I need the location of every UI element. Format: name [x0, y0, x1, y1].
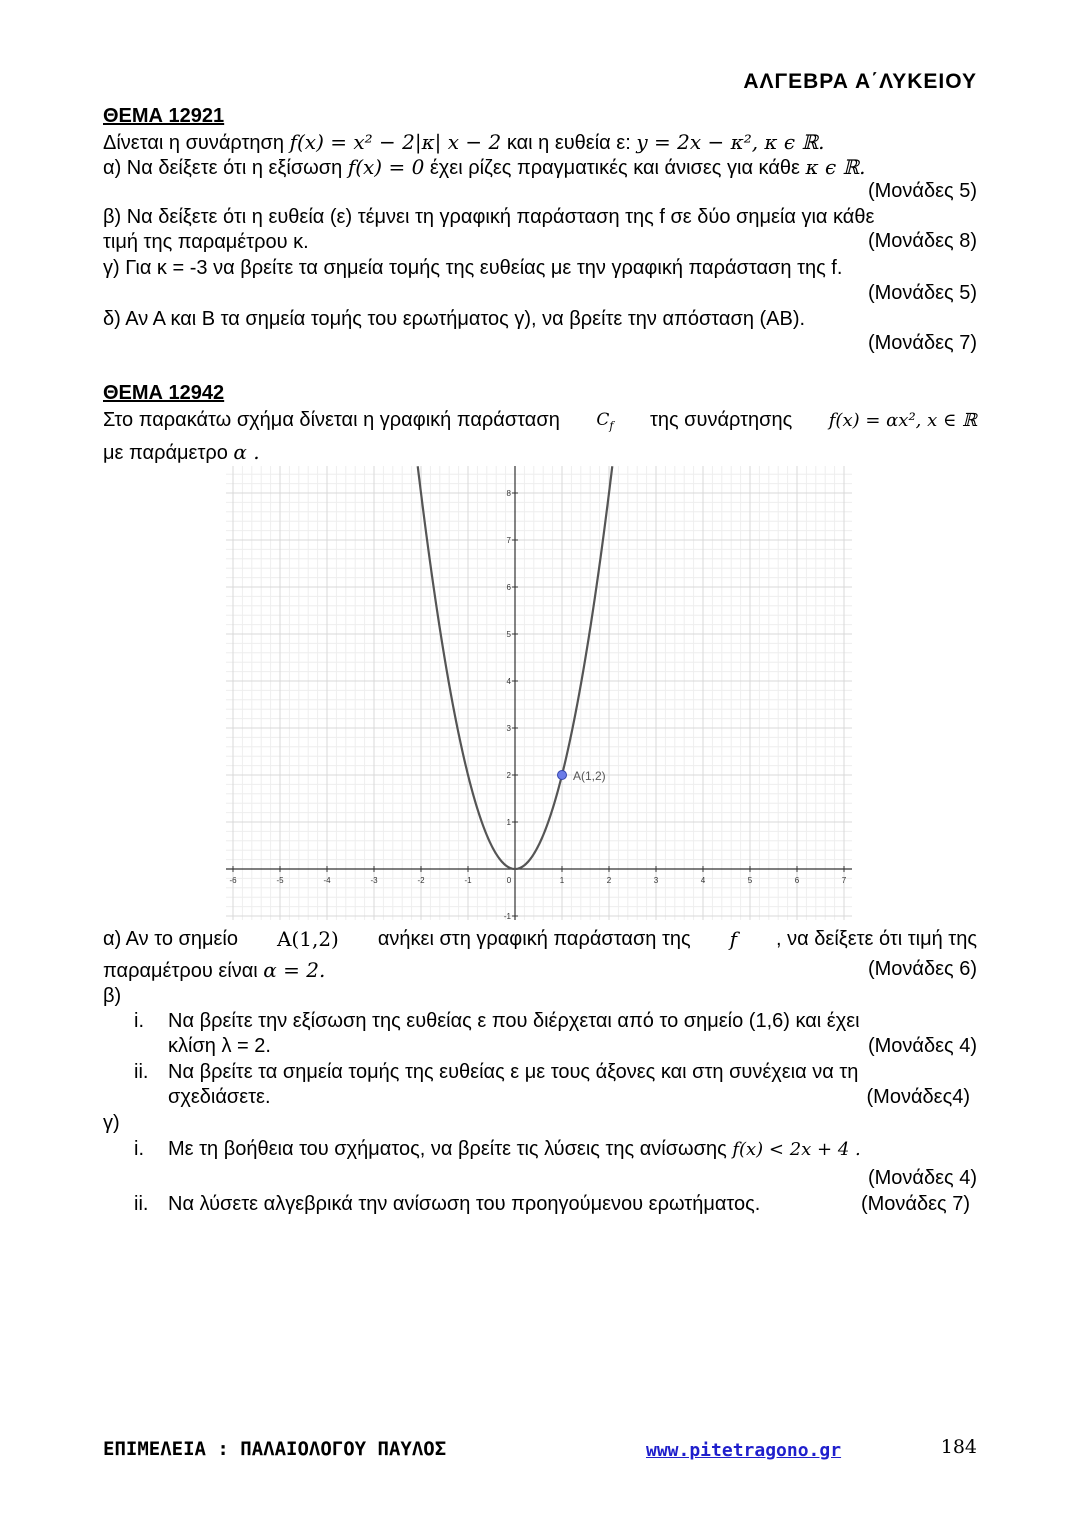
t2-intro-text: Στο παρακάτω σχήμα δίνεται η γραφική παράσταση: [103, 409, 560, 431]
q2a-f: f: [729, 927, 738, 951]
q1c-marks: (Μονάδες 5): [867, 282, 977, 304]
topic-1-title: ΘΕΜΑ 12921: [103, 105, 225, 127]
q1d-marks: (Μονάδες 7): [867, 332, 977, 354]
page-number: 184: [940, 1436, 977, 1458]
q2c-ii-marks: (Μονάδες 7): [860, 1193, 970, 1215]
intro-text: Δίνεται η συνάρτηση: [103, 132, 285, 154]
q2a-point: Α(1,2): [276, 927, 339, 951]
q2c-i-inequality: f(x) < 2x + 4 .: [732, 1139, 861, 1160]
q2a-value: α = 2.: [263, 958, 326, 982]
x-tick-label: 1: [559, 876, 565, 885]
point-a-marker: [558, 771, 567, 780]
y-tick-label: 8: [506, 489, 511, 498]
q1b-line-2: τιμή της παραμέτρου κ.: [103, 231, 309, 253]
intro-text-2: και η ευθεία ε:: [506, 132, 631, 154]
topic-1-intro: [103, 130, 977, 156]
q2b-ii-marks: (Μονάδες4): [866, 1086, 970, 1108]
x-tick-label: -5: [276, 876, 284, 885]
footer-editor: ΕΠΙΜΕΛΕΙΑ : ΠΑΛΑΙΟΛΟΓΟΥ ΠΑΥΛΟΣ: [103, 1438, 447, 1460]
q2a-line-1: [103, 927, 977, 952]
x-tick-label: -4: [323, 876, 331, 885]
q1c-line: γ) Για κ = -3 να βρείτε τα σημεία τομής της ευθείας με την γραφική παράσταση της f.: [103, 257, 843, 279]
x-tick-label: 3: [653, 876, 659, 885]
y-tick-label: 1: [506, 818, 511, 827]
q2c-label: γ): [103, 1112, 120, 1134]
q2c-i-text: Με τη βοήθεια του σχήματος, να βρείτε τις λύσεις της ανίσωσης: [168, 1138, 727, 1160]
question-1a: [103, 155, 977, 181]
x-tick-label: -3: [370, 876, 378, 885]
grid-minor: [226, 466, 852, 920]
q2b-i-marks: (Μονάδες 4): [867, 1035, 977, 1057]
topic-2-title: ΘΕΜΑ 12942: [103, 382, 225, 404]
y-tick-label: 5: [506, 630, 511, 639]
intro-function: f(x) = x² − 2|κ| x − 2: [289, 130, 502, 154]
q2b-i-line-1: Να βρείτε την εξίσωση της ευθείας ε που διέρχεται από το σημείο (1,6) και έχει: [168, 1010, 860, 1032]
q2b-label: β): [103, 985, 122, 1007]
grid-major: [226, 466, 852, 920]
t2-function: f(x) = αx², x ∈ ℝ: [828, 410, 977, 431]
y-tick-label: 3: [506, 724, 511, 733]
point-a-label: A(1,2): [573, 769, 606, 783]
x-tick-label: 7: [841, 876, 847, 885]
q2a-text: α) Αν το σημείο: [103, 928, 238, 950]
topic-2-intro-line-2: [103, 440, 977, 466]
topic-2-intro: [103, 408, 977, 438]
x-tick-label: -2: [417, 876, 425, 885]
y-tick-label: -1: [503, 912, 511, 920]
q1a-marks: (Μονάδες 5): [867, 180, 977, 202]
q2c-i-line: [168, 1137, 861, 1162]
t2-cf-letter: C: [596, 410, 610, 430]
y-tick-label: 2: [506, 771, 511, 780]
q1a-set: κ ϵ ℝ.: [805, 155, 866, 179]
y-tick-label: 6: [506, 583, 511, 592]
x-tick-label: -1: [464, 876, 472, 885]
axes: [226, 466, 852, 920]
q2b-i-num: i.: [134, 1010, 144, 1032]
t2-intro-line2-text: με παράμετρο: [103, 442, 228, 464]
t2-param: α .: [233, 440, 260, 464]
q1a-text: α) Να δείξετε ότι η εξίσωση: [103, 157, 343, 179]
q1b-line-1: β) Να δείξετε ότι η ευθεία (ε) τέμνει τη γραφική παράσταση της f σε δύο σημεία για κάθε: [103, 206, 875, 228]
q2a-text-3: , να δείξετε ότι τιμή της: [776, 928, 977, 950]
q1a-equation: f(x) = 0: [347, 155, 425, 179]
q2b-ii-num: ii.: [134, 1061, 149, 1083]
y-tick-label: 4: [506, 677, 511, 686]
x-tick-label: 5: [747, 876, 753, 885]
q2a-line2-text: παραμέτρου είναι: [103, 960, 258, 982]
intro-line-equation: y = 2x − κ², κ ϵ ℝ.: [636, 130, 825, 154]
t2-cf-sub: f: [609, 419, 614, 433]
x-tick-label: 4: [700, 876, 706, 885]
q2a-marks: (Μονάδες 6): [867, 958, 977, 980]
parabola-graph: [226, 466, 852, 920]
q1d-line: δ) Αν Α και Β τα σημεία τομής του ερωτήματος γ), να βρείτε την απόσταση (ΑΒ).: [103, 308, 806, 330]
page-header: ΑΛΓΕΒΡΑ Α΄ΛΥΚΕΙΟΥ: [743, 70, 977, 93]
q2b-ii-line-2: σχεδιάσετε.: [168, 1086, 271, 1108]
q2b-i-line-2: κλίση λ = 2.: [168, 1035, 271, 1057]
points: [558, 769, 606, 783]
x-tick-label: 2: [606, 876, 612, 885]
q2a-line-2: [103, 958, 977, 984]
q2c-ii-num: ii.: [134, 1193, 149, 1215]
q2c-i-marks: (Μονάδες 4): [867, 1167, 977, 1189]
tick-labels: [229, 489, 846, 920]
x-tick-label: 6: [794, 876, 800, 885]
t2-cf: [596, 408, 613, 438]
x-tick-label: 0: [506, 876, 512, 885]
x-tick-label: -6: [229, 876, 237, 885]
footer-website-link[interactable]: www.pitetragono.gr: [646, 1440, 842, 1461]
q2b-ii-line-1: Να βρείτε τα σημεία τομής της ευθείας ε με τους άξονες και στη συνέχεια να τη: [168, 1061, 859, 1083]
q2a-text-2: ανήκει στη γραφική παράσταση της: [377, 928, 691, 950]
q2c-i-num: i.: [134, 1138, 144, 1160]
q1b-marks: (Μονάδες 8): [867, 230, 977, 252]
t2-intro-text-2: της συνάρτησης: [649, 409, 793, 431]
y-tick-label: 7: [506, 536, 511, 545]
q1a-text-2: έχει ρίζες πραγματικές και άνισες για κάθε: [429, 157, 800, 179]
q2c-ii-line: Να λύσετε αλγεβρικά την ανίσωση του προηγούμενου ερωτήματος.: [168, 1193, 761, 1215]
